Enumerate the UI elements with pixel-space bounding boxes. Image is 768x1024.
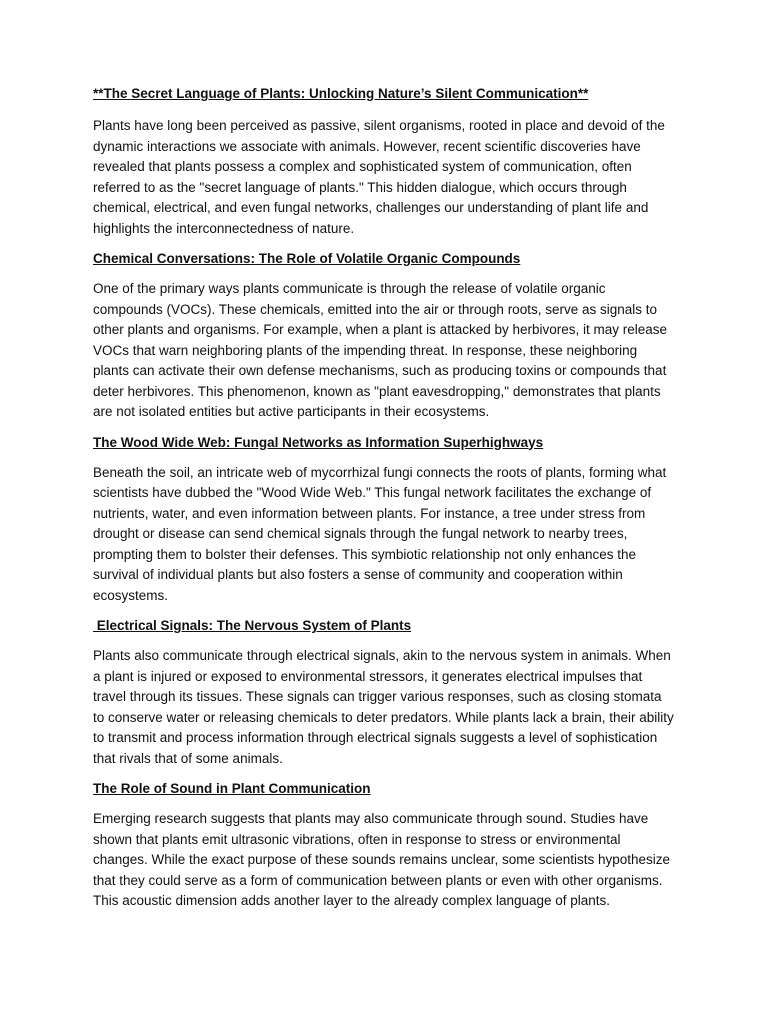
section-heading-chemical: Chemical Conversations: The Role of Volatile Organic Compounds: [93, 251, 521, 266]
section-heading-sound: The Role of Sound in Plant Communication: [93, 781, 371, 796]
document-title: **The Secret Language of Plants: Unlocking Nature’s Silent Communication**: [93, 86, 589, 101]
section-heading-wood-wide-web: The Wood Wide Web: Fungal Networks as Information Superhighways: [93, 434, 544, 450]
section-body-sound: Emerging research suggests that plants may also communicate through sound. Studies have shown that plants emit ultrasonic vibrations, often in response to stress or environmental changes. While the exact purpose of these sounds remains unclear, some scientists hypothesize that they could serve as a form of communication between plants or even with other organisms. This acoustic dimension adds another layer to the already complex language of plants.: [93, 811, 671, 908]
document-page: [93, 84, 675, 922]
intro-paragraph: Plants have long been perceived as passive, silent organisms, rooted in place and devoid of the dynamic interactions we associate with animals. However, recent scientific discoveries have revealed that plants possess a complex and sophisticated system of communication, often referred to as the "secret language of plants." This hidden dialogue, which occurs through chemical, electrical, and even fungal networks, challenges our understanding of plant life and highlights the interconnectedness of nature.: [93, 118, 665, 236]
section-body-electrical: Plants also communicate through electrical signals, akin to the nervous system in animals. When a plant is injured or exposed to environmental stressors, it generates electrical impulses that travel through its tissues. These signals can trigger various responses, such as closing stomata to conserve water or releasing chemicals to deter predators. While plants lack a brain, their ability to transmit and process information through electrical signals suggests a level of sophistication that rivals that of some animals.: [93, 648, 674, 766]
section-body-chemical: One of the primary ways plants communicate is through the release of volatile organic compounds (VOCs). These chemicals, emitted into the air or through roots, serve as signals to other plants and organisms. For example, when a plant is attacked by herbivores, it may release VOCs that warn neighboring plants of the impending threat. In response, these neighboring plants can activate their own defense mechanisms, such as producing toxins or compounds that deter herbivores. This phenomenon, known as "plant eavesdropping," demonstrates that plants are not isolated entities but active participants in their ecosystems.: [93, 281, 668, 419]
section-heading-electrical: Electrical Signals: The Nervous System of Plants: [93, 618, 412, 633]
section-body-wood-wide-web: Beneath the soil, an intricate web of mycorrhizal fungi connects the roots of plants, forming what scientists have dubbed the "Wood Wide Web." This fungal network facilitates the exchange of nutrients, water, and even information between plants. For instance, a tree under stress from drought or disease can send chemical signals through the fungal network to nearby trees, prompting them to bolster their defenses. This symbiotic relationship not only enhances the survival of individual plants but also fosters a sense of community and cooperation within ecosystems.: [93, 464, 667, 603]
